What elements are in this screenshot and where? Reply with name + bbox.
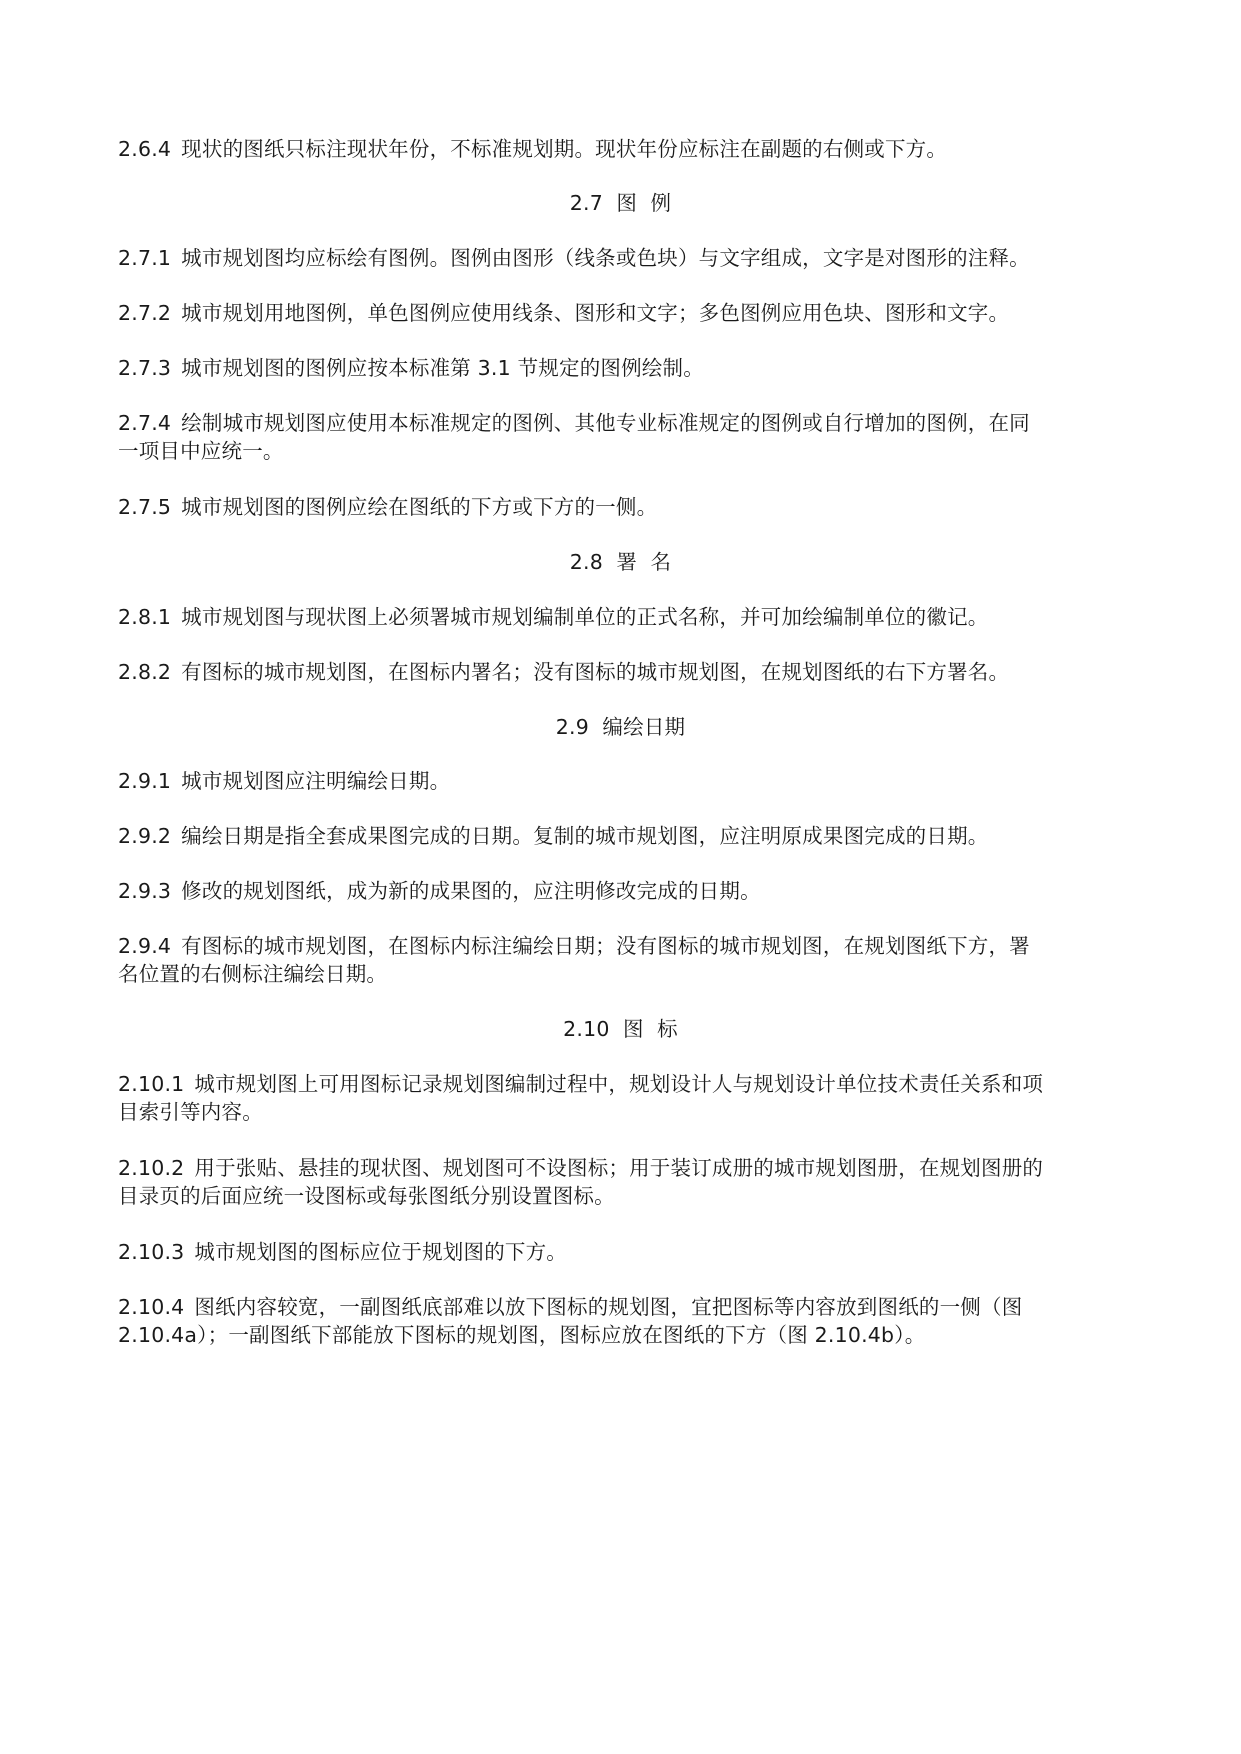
clause-text: 用于张贴、悬挂的现状图、规划图可不设图标；用于装订成册的城市规划图册，在规划图册的 — [194, 1156, 1044, 1180]
clause-number: 2.10.4 — [118, 1295, 185, 1319]
clause-2-8-1 — [118, 603, 1128, 631]
clause-2-9-2 — [118, 822, 1128, 850]
clause-number: 2.10.2 — [118, 1156, 185, 1180]
clause-text: 有图标的城市规划图，在图标内标注编绘日期；没有图标的城市规划图，在规划图纸下方，署 — [181, 934, 1030, 958]
clause-line — [118, 822, 1128, 850]
clause-number: 2.8.2 — [118, 660, 172, 684]
clause-text: 名位置的右侧标注编绘日期。 — [118, 962, 388, 986]
clause-2-7-5 — [118, 493, 1128, 521]
clause-line — [118, 409, 1128, 437]
clause-text: 绘制城市规划图应使用本标准规定的图例、其他专业标准规定的图例或自行增加的图例，在同 — [181, 411, 1030, 435]
clause-line — [118, 1182, 1128, 1210]
clause-line — [118, 354, 1128, 382]
clause-2-10-1 — [118, 1070, 1128, 1126]
clause-line — [118, 244, 1128, 272]
clause-text: 修改的规划图纸，成为新的成果图的，应注明修改完成的日期。 — [181, 879, 761, 903]
section-heading-2-10: 2.10 图 标 — [563, 1017, 678, 1041]
clause-number: 2.7.2 — [118, 301, 172, 325]
clause-number: 2.9.2 — [118, 824, 172, 848]
clause-text: 城市规划图应注明编绘日期。 — [181, 769, 451, 793]
clause-line — [118, 932, 1128, 960]
clause-2-8-2 — [118, 658, 1128, 686]
clause-text: 城市规划图的图标应位于规划图的下方。 — [194, 1240, 568, 1264]
clause-line — [118, 877, 1128, 905]
clause-number: 2.10.3 — [118, 1240, 185, 1264]
clause-text: 2.10.4a）；一副图纸下部能放下图标的规划图，图标应放在图纸的下方（图 2.10.4b）。 — [118, 1323, 926, 1347]
clause-text: 城市规划用地图例，单色图例应使用线条、图形和文字；多色图例应用色块、图形和文字。 — [181, 301, 1010, 325]
clause-number: 2.9.3 — [118, 879, 172, 903]
clause-text: 有图标的城市规划图，在图标内署名；没有图标的城市规划图，在规划图纸的右下方署名。 — [181, 660, 1010, 684]
clause-text: 现状的图纸只标注现状年份，不标准规划期。现状年份应标注在副题的右侧或下方。 — [181, 137, 948, 161]
clause-2-10-2 — [118, 1154, 1128, 1210]
clause-line — [118, 1070, 1128, 1098]
section-heading-2-8: 2.8 署 名 — [569, 550, 672, 574]
clause-line — [118, 299, 1128, 327]
clause-text: 城市规划图与现状图上必须署城市规划编制单位的正式名称，并可加绘编制单位的徽记。 — [181, 605, 989, 629]
clause-text: 一项目中应统一。 — [118, 439, 284, 463]
clause-line — [118, 1154, 1128, 1182]
clause-line — [118, 960, 1128, 988]
clause-number: 2.7.5 — [118, 495, 172, 519]
clause-text: 城市规划图上可用图标记录规划图编制过程中，规划设计人与规划设计单位技术责任关系和项 — [194, 1072, 1044, 1096]
clause-2-6-4 — [118, 135, 1128, 163]
clause-2-9-3 — [118, 877, 1128, 905]
clause-number: 2.7.4 — [118, 411, 172, 435]
clause-number: 2.9.1 — [118, 769, 172, 793]
clause-line — [118, 135, 1128, 163]
clause-2-7-1 — [118, 244, 1128, 272]
clause-2-7-4 — [118, 409, 1128, 465]
clause-text: 图纸内容较宽，一副图纸底部难以放下图标的规划图，宜把图标等内容放到图纸的一侧（图 — [194, 1295, 1023, 1319]
clause-line — [118, 1098, 1128, 1126]
clause-text: 目索引等内容。 — [118, 1100, 263, 1124]
clause-2-9-4 — [118, 932, 1128, 988]
clause-2-10-4 — [118, 1293, 1128, 1349]
clause-line — [118, 767, 1128, 795]
clause-number: 2.6.4 — [118, 137, 172, 161]
clause-text: 编绘日期是指全套成果图完成的日期。复制的城市规划图，应注明原成果图完成的日期。 — [181, 824, 989, 848]
clause-text: 城市规划图均应标绘有图例。图例由图形（线条或色块）与文字组成，文字是对图形的注释。 — [181, 246, 1030, 270]
clause-2-10-3 — [118, 1238, 1128, 1266]
clause-2-7-2 — [118, 299, 1128, 327]
clause-line — [118, 1321, 1128, 1349]
clause-number: 2.7.3 — [118, 356, 172, 380]
clause-number: 2.8.1 — [118, 605, 172, 629]
clause-number: 2.7.1 — [118, 246, 172, 270]
clause-line — [118, 1293, 1128, 1321]
clause-line — [118, 493, 1128, 521]
clause-number: 2.9.4 — [118, 934, 172, 958]
clause-2-9-1 — [118, 767, 1128, 795]
section-heading-2-9: 2.9 编绘日期 — [555, 715, 686, 739]
clause-line — [118, 1238, 1128, 1266]
clause-text: 目录页的后面应统一设图标或每张图纸分别设置图标。 — [118, 1184, 615, 1208]
clause-text: 城市规划图的图例应按本标准第 3.1 节规定的图例绘制。 — [181, 356, 704, 380]
clause-line — [118, 437, 1128, 465]
clause-number: 2.10.1 — [118, 1072, 185, 1096]
clause-text: 城市规划图的图例应绘在图纸的下方或下方的一侧。 — [181, 495, 658, 519]
clause-line — [118, 658, 1128, 686]
clause-2-7-3 — [118, 354, 1128, 382]
section-heading-2-7: 2.7 图 例 — [569, 191, 672, 215]
clause-line — [118, 603, 1128, 631]
